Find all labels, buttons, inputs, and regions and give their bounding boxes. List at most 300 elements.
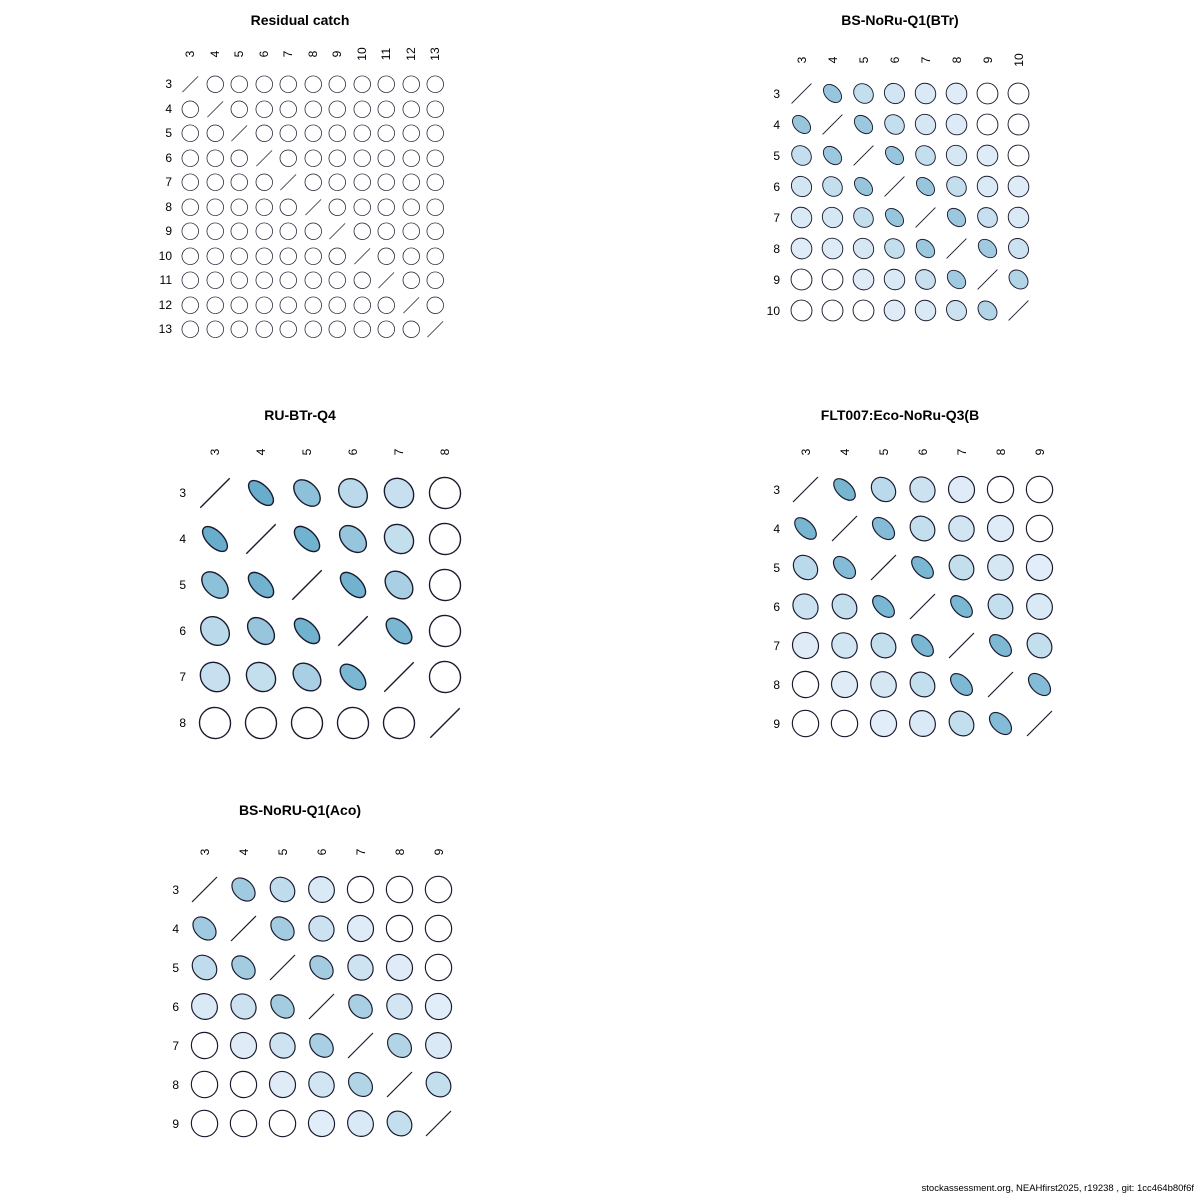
matrix-cell	[848, 264, 879, 295]
matrix-cell	[227, 244, 252, 269]
row-label: 7	[172, 1038, 179, 1053]
matrix-cell	[423, 170, 448, 195]
matrix-cell	[325, 146, 350, 171]
matrix-cell	[879, 295, 910, 326]
matrix-cell	[1003, 78, 1034, 109]
matrix-cell	[910, 78, 941, 109]
matrix-cell	[423, 293, 448, 318]
column-label: 7	[918, 56, 933, 64]
matrix-cell	[178, 170, 203, 195]
matrix-cell	[374, 72, 399, 97]
panel-title: BS-NoRu-Q1(BTr)	[841, 12, 959, 28]
matrix-cell	[903, 548, 942, 587]
matrix-cell-diagonal	[302, 987, 341, 1026]
column-label: 9	[330, 50, 345, 58]
matrix-cell	[879, 140, 910, 171]
column-label: 6	[346, 448, 360, 456]
matrix-cell	[203, 317, 228, 342]
row-label: 7	[773, 210, 780, 225]
matrix-cell	[972, 78, 1003, 109]
matrix-cell	[1003, 109, 1034, 140]
row-label: 13	[158, 322, 172, 337]
matrix-cell	[263, 987, 302, 1026]
matrix-cell	[224, 1065, 263, 1104]
row-label: 10	[158, 248, 172, 263]
matrix-cell	[203, 219, 228, 244]
row-label: 8	[773, 241, 780, 256]
matrix-cell	[1020, 626, 1059, 665]
matrix-cell	[227, 219, 252, 244]
matrix-cell-diagonal	[972, 264, 1003, 295]
footer-caption: stockassessment.org, NEAHfirst2025, r19238 , git: 1cc464b80f6f	[921, 1183, 1194, 1194]
column-label: 10	[1011, 53, 1026, 67]
matrix-cell	[817, 295, 848, 326]
matrix-cell	[422, 562, 468, 608]
matrix-cell	[374, 317, 399, 342]
matrix-cell	[374, 97, 399, 122]
matrix-cell	[203, 146, 228, 171]
matrix-cell	[981, 509, 1020, 548]
matrix-cell	[341, 1104, 380, 1143]
row-label: 3	[172, 882, 179, 897]
matrix-cell	[192, 654, 238, 700]
matrix-cell	[910, 140, 941, 171]
matrix-cell	[942, 509, 981, 548]
matrix-cell	[972, 140, 1003, 171]
matrix-cell	[903, 665, 942, 704]
matrix-cell	[419, 870, 458, 909]
column-label: 6	[915, 448, 930, 456]
matrix-cell	[252, 293, 277, 318]
matrix-cell	[423, 219, 448, 244]
matrix-cell	[1003, 202, 1034, 233]
matrix-cell	[419, 948, 458, 987]
matrix-cell	[786, 626, 825, 665]
matrix-cell	[276, 268, 301, 293]
matrix-cell	[301, 146, 326, 171]
column-label: 8	[438, 448, 452, 456]
matrix-cell	[325, 121, 350, 146]
matrix-cell	[374, 170, 399, 195]
matrix-cell	[350, 170, 375, 195]
matrix-cell	[341, 1065, 380, 1104]
matrix-cell	[350, 219, 375, 244]
matrix-cell-diagonal	[192, 470, 238, 516]
matrix-cell	[185, 1104, 224, 1143]
row-label: 6	[165, 150, 172, 165]
column-label: 4	[207, 50, 222, 58]
matrix-cell	[910, 295, 941, 326]
matrix-cell	[1020, 665, 1059, 704]
matrix-cell	[786, 665, 825, 704]
matrix-cell	[374, 244, 399, 269]
matrix-cell	[276, 195, 301, 220]
column-label: 8	[305, 50, 320, 58]
matrix-cell	[224, 1104, 263, 1143]
matrix-cell	[786, 509, 825, 548]
matrix-cell-diagonal	[263, 948, 302, 987]
matrix-cell	[1020, 470, 1059, 509]
matrix-cell	[380, 1026, 419, 1065]
column-label: 9	[1032, 448, 1047, 456]
column-label: 7	[281, 50, 296, 58]
matrix-cell	[942, 704, 981, 743]
matrix-cell	[981, 470, 1020, 509]
row-label: 8	[773, 677, 780, 692]
matrix-cell	[284, 470, 330, 516]
matrix-cell	[252, 72, 277, 97]
panel-title: BS-NoRU-Q1(Aco)	[238, 802, 362, 818]
matrix-cell	[380, 987, 419, 1026]
matrix-cell	[376, 700, 422, 746]
panel-title: Residual catch	[250, 12, 350, 28]
matrix-cell	[376, 562, 422, 608]
row-label: 11	[159, 273, 172, 288]
matrix-cell	[786, 202, 817, 233]
matrix-cell-diagonal	[942, 626, 981, 665]
panel-title: FLT007:Eco-NoRu-Q3(B	[820, 407, 980, 423]
matrix-cell-diagonal	[981, 665, 1020, 704]
matrix-cell	[203, 293, 228, 318]
matrix-cell	[178, 219, 203, 244]
matrix-cell	[178, 244, 203, 269]
matrix-cell-diagonal	[422, 700, 468, 746]
matrix-cell	[203, 121, 228, 146]
matrix-cell	[374, 146, 399, 171]
column-label: 3	[794, 56, 809, 64]
matrix-cell	[825, 626, 864, 665]
row-label: 3	[179, 486, 186, 500]
column-label: 3	[183, 50, 198, 58]
matrix-cell	[301, 121, 326, 146]
row-label: 10	[766, 303, 780, 318]
matrix-cell	[422, 470, 468, 516]
matrix-cell	[848, 171, 879, 202]
matrix-cell	[178, 268, 203, 293]
matrix-cell	[238, 562, 284, 608]
matrix-cell	[376, 608, 422, 654]
column-label: 3	[197, 848, 212, 856]
column-label: 4	[825, 56, 840, 64]
row-label: 9	[773, 272, 780, 287]
matrix-cell	[399, 97, 424, 122]
matrix-cell	[178, 195, 203, 220]
matrix-cell	[817, 233, 848, 264]
matrix-cell	[422, 608, 468, 654]
matrix-cell	[178, 146, 203, 171]
matrix-cell-diagonal	[341, 1026, 380, 1065]
matrix-cell	[910, 264, 941, 295]
column-label: 4	[236, 848, 251, 856]
matrix-cell	[376, 516, 422, 562]
row-label: 5	[165, 126, 172, 141]
matrix-cell	[786, 140, 817, 171]
matrix-cell-diagonal	[350, 244, 375, 269]
matrix-cell-diagonal	[178, 72, 203, 97]
column-label: 3	[798, 448, 813, 456]
matrix-cell	[910, 233, 941, 264]
matrix-cell	[419, 987, 458, 1026]
matrix-cell	[185, 987, 224, 1026]
column-label: 9	[980, 56, 995, 64]
matrix-cell	[284, 700, 330, 746]
matrix-cell	[981, 704, 1020, 743]
matrix-cell	[423, 146, 448, 171]
matrix-cell	[185, 909, 224, 948]
matrix-cell	[423, 72, 448, 97]
column-label: 7	[954, 448, 969, 456]
matrix-cell	[185, 948, 224, 987]
matrix-cell	[238, 608, 284, 654]
matrix-cell	[301, 244, 326, 269]
matrix-cell	[848, 233, 879, 264]
matrix-cell	[399, 195, 424, 220]
matrix-cell-diagonal	[224, 909, 263, 948]
matrix-cell	[879, 202, 910, 233]
matrix-cell-diagonal	[817, 109, 848, 140]
column-label: 12	[403, 47, 418, 61]
matrix-cell-diagonal	[848, 140, 879, 171]
matrix-cell	[302, 1065, 341, 1104]
matrix-cell	[341, 909, 380, 948]
matrix-cell	[192, 700, 238, 746]
matrix-cell	[380, 948, 419, 987]
matrix-cell-diagonal	[786, 78, 817, 109]
matrix-cell	[330, 516, 376, 562]
matrix-cell	[276, 219, 301, 244]
matrix-cell	[284, 608, 330, 654]
matrix-cell	[325, 317, 350, 342]
matrix-cell	[252, 268, 277, 293]
matrix-cell	[399, 146, 424, 171]
matrix-cell	[224, 870, 263, 909]
matrix-cell	[330, 562, 376, 608]
column-label: 6	[887, 56, 902, 64]
row-label: 8	[172, 1077, 179, 1092]
row-label: 8	[179, 716, 186, 730]
row-label: 4	[165, 101, 172, 116]
column-label: 4	[837, 448, 852, 456]
matrix-cell	[981, 548, 1020, 587]
matrix-cell-diagonal	[185, 870, 224, 909]
matrix-cell	[224, 1026, 263, 1065]
row-label: 7	[179, 670, 186, 684]
matrix-cell	[380, 870, 419, 909]
matrix-cell	[325, 97, 350, 122]
matrix-cell	[325, 293, 350, 318]
matrix-cell	[879, 264, 910, 295]
matrix-cell	[825, 704, 864, 743]
row-label: 6	[179, 624, 186, 638]
matrix-cell	[786, 295, 817, 326]
panel-title: RU-BTr-Q4	[264, 407, 336, 423]
row-label: 12	[158, 297, 172, 312]
matrix-cell-diagonal	[380, 1065, 419, 1104]
matrix-cell	[910, 171, 941, 202]
matrix-cell	[864, 509, 903, 548]
matrix-cell-diagonal	[786, 470, 825, 509]
matrix-cell	[399, 317, 424, 342]
matrix-cell	[817, 202, 848, 233]
matrix-cell	[864, 665, 903, 704]
matrix-cell	[786, 587, 825, 626]
row-label: 6	[172, 999, 179, 1014]
matrix-cell	[284, 516, 330, 562]
matrix-cell	[325, 195, 350, 220]
panel-3	[600, 395, 1200, 785]
matrix-cell-diagonal	[203, 97, 228, 122]
matrix-cell	[941, 264, 972, 295]
row-label: 3	[165, 77, 172, 92]
column-label: 9	[431, 848, 446, 856]
row-label: 7	[773, 638, 780, 653]
matrix-cell	[276, 97, 301, 122]
matrix-cell	[227, 72, 252, 97]
matrix-cell	[848, 295, 879, 326]
matrix-cell	[419, 1065, 458, 1104]
panel-0	[0, 0, 600, 390]
matrix-cell	[941, 295, 972, 326]
column-label: 5	[232, 50, 247, 58]
matrix-cell-diagonal	[238, 516, 284, 562]
matrix-cell	[981, 626, 1020, 665]
matrix-cell	[817, 264, 848, 295]
matrix-cell	[1020, 587, 1059, 626]
matrix-cell	[227, 97, 252, 122]
matrix-cell	[423, 121, 448, 146]
matrix-cell	[276, 121, 301, 146]
matrix-cell	[380, 1104, 419, 1143]
matrix-cell	[238, 654, 284, 700]
matrix-cell	[786, 264, 817, 295]
column-label: 3	[208, 448, 222, 456]
matrix-cell	[981, 587, 1020, 626]
column-label: 5	[876, 448, 891, 456]
matrix-cell	[399, 244, 424, 269]
matrix-cell-diagonal	[903, 587, 942, 626]
matrix-cell	[786, 233, 817, 264]
matrix-cell	[192, 562, 238, 608]
matrix-cell	[903, 509, 942, 548]
matrix-cell	[941, 202, 972, 233]
matrix-cell	[224, 948, 263, 987]
matrix-cell	[423, 268, 448, 293]
matrix-cell	[399, 121, 424, 146]
matrix-cell	[1020, 548, 1059, 587]
matrix-cell	[350, 97, 375, 122]
matrix-cell	[786, 704, 825, 743]
matrix-cell	[301, 268, 326, 293]
row-label: 3	[773, 482, 780, 497]
matrix-cell-diagonal	[227, 121, 252, 146]
matrix-cell	[178, 317, 203, 342]
matrix-cell-diagonal	[284, 562, 330, 608]
matrix-cell	[276, 317, 301, 342]
matrix-cell	[252, 195, 277, 220]
matrix-cell	[252, 317, 277, 342]
matrix-cell	[178, 97, 203, 122]
matrix-cell	[252, 244, 277, 269]
matrix-cell	[942, 548, 981, 587]
matrix-cell	[817, 171, 848, 202]
matrix-cell	[203, 268, 228, 293]
matrix-cell	[1003, 264, 1034, 295]
matrix-cell	[341, 987, 380, 1026]
matrix-cell	[238, 700, 284, 746]
matrix-cell	[276, 146, 301, 171]
row-label: 5	[172, 960, 179, 975]
matrix-cell	[341, 870, 380, 909]
row-label: 6	[773, 179, 780, 194]
column-label: 5	[300, 448, 314, 456]
matrix-cell	[972, 295, 1003, 326]
matrix-cell-diagonal	[276, 170, 301, 195]
panel-2	[0, 395, 600, 785]
matrix-cell	[203, 72, 228, 97]
matrix-cell-diagonal	[864, 548, 903, 587]
row-label: 4	[773, 521, 780, 536]
matrix-cell	[302, 909, 341, 948]
matrix-cell	[192, 516, 238, 562]
matrix-cell	[910, 109, 941, 140]
matrix-cell	[330, 470, 376, 516]
matrix-cell-diagonal	[825, 509, 864, 548]
matrix-cell-diagonal	[374, 268, 399, 293]
matrix-cell	[942, 470, 981, 509]
matrix-cell	[192, 608, 238, 654]
matrix-cell	[786, 171, 817, 202]
matrix-cell	[423, 97, 448, 122]
matrix-cell	[185, 1065, 224, 1104]
matrix-cell	[941, 109, 972, 140]
matrix-cell	[224, 987, 263, 1026]
row-label: 5	[179, 578, 186, 592]
matrix-cell	[350, 72, 375, 97]
matrix-cell	[341, 948, 380, 987]
matrix-cell	[941, 140, 972, 171]
matrix-cell	[399, 268, 424, 293]
matrix-cell	[825, 587, 864, 626]
matrix-cell	[942, 587, 981, 626]
matrix-cell	[252, 97, 277, 122]
matrix-cell-diagonal	[1020, 704, 1059, 743]
row-label: 7	[165, 175, 172, 190]
matrix-cell	[1003, 140, 1034, 171]
matrix-cell	[376, 470, 422, 516]
matrix-cell-diagonal	[910, 202, 941, 233]
matrix-cell	[301, 219, 326, 244]
matrix-cell	[301, 293, 326, 318]
matrix-cell	[864, 704, 903, 743]
matrix-cell	[864, 587, 903, 626]
matrix-cell	[252, 170, 277, 195]
row-label: 6	[773, 599, 780, 614]
matrix-cell-diagonal	[376, 654, 422, 700]
matrix-cell	[301, 170, 326, 195]
matrix-cell	[864, 626, 903, 665]
matrix-cell	[942, 665, 981, 704]
matrix-cell	[848, 109, 879, 140]
matrix-cell	[879, 78, 910, 109]
matrix-cell	[825, 548, 864, 587]
matrix-cell	[178, 293, 203, 318]
matrix-cell	[203, 170, 228, 195]
matrix-cell	[817, 78, 848, 109]
matrix-cell	[284, 654, 330, 700]
matrix-cell	[302, 870, 341, 909]
matrix-cell	[419, 1026, 458, 1065]
matrix-cell	[227, 195, 252, 220]
